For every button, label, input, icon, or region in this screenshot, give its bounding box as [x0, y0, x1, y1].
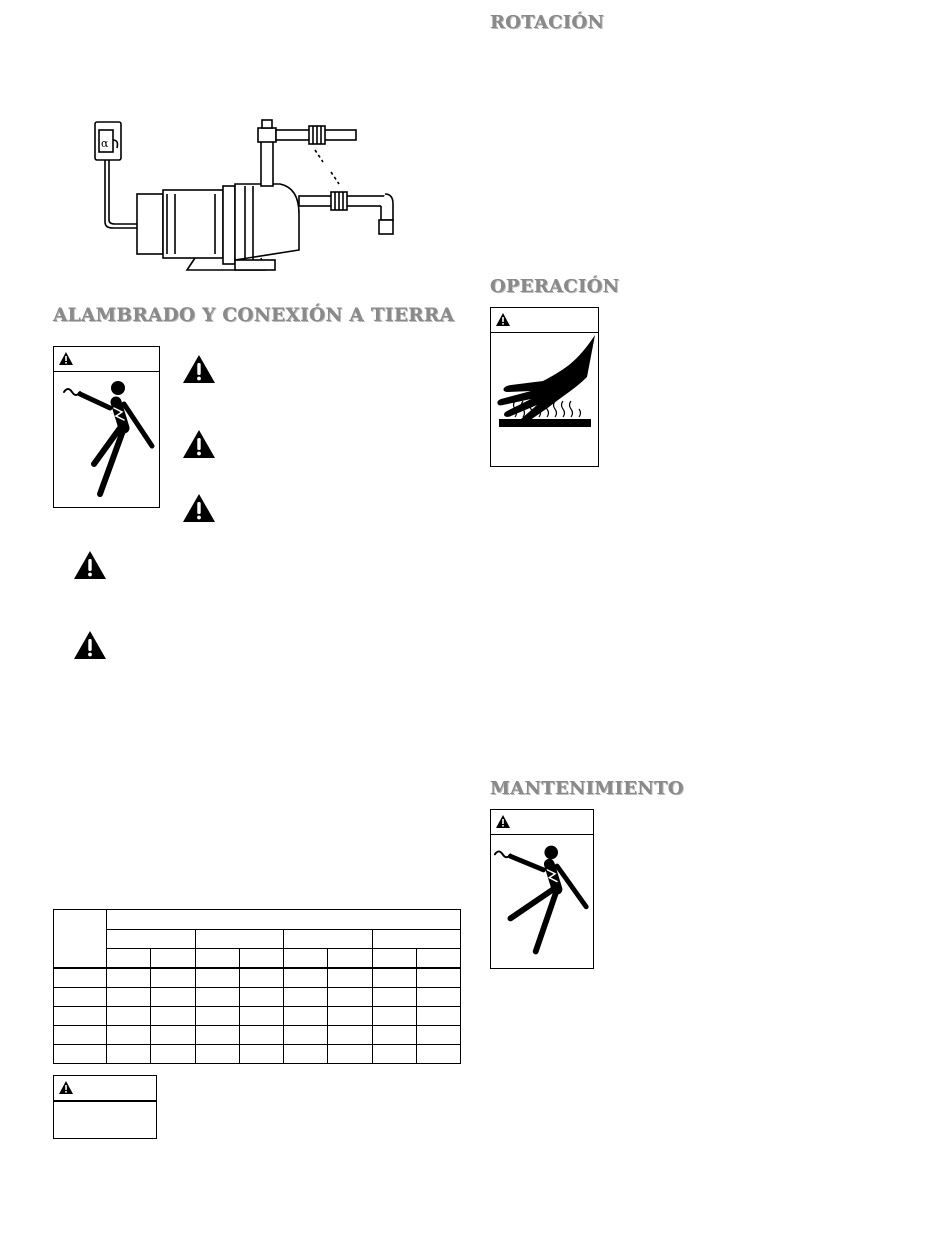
warning-triangle-icon — [74, 631, 106, 659]
electric-shock-hazard-icon — [54, 372, 159, 502]
table-row — [54, 930, 461, 949]
table-row — [54, 1007, 461, 1026]
warning-triangle-icon — [183, 355, 215, 383]
hot-surface-hazard-icon — [491, 333, 598, 463]
table-row — [54, 968, 461, 988]
warning-triangle-icon — [74, 551, 106, 579]
table-row — [54, 910, 461, 930]
warning-triangle-icon — [59, 352, 73, 365]
table-row — [54, 1045, 461, 1064]
table-row — [54, 988, 461, 1007]
hot-surface-hazard-box — [490, 307, 599, 467]
caution-box — [53, 1075, 157, 1139]
warning-triangle-icon — [496, 815, 510, 828]
table-row — [54, 1026, 461, 1045]
warning-triangle-icon — [59, 1081, 73, 1094]
heading-maintenance: MANTENIMIENTO — [490, 778, 684, 799]
table-row — [54, 949, 461, 969]
pump-installation-illustration — [75, 110, 405, 280]
heading-rotation: ROTACIÓN — [490, 12, 605, 33]
heading-operation: OPERACIÓN — [490, 276, 620, 297]
svg-text:α: α — [101, 137, 109, 150]
heading-wiring: ALAMBRADO Y CONEXIÓN A TIERRA — [53, 305, 455, 326]
warning-triangle-icon — [496, 313, 510, 326]
electric-shock-hazard-icon — [491, 835, 593, 965]
shock-hazard-box-maintenance — [490, 809, 594, 969]
wire-size-table — [53, 909, 461, 1064]
warning-triangle-icon — [183, 494, 215, 522]
warning-triangle-icon — [183, 430, 215, 458]
shock-hazard-box — [53, 346, 160, 508]
